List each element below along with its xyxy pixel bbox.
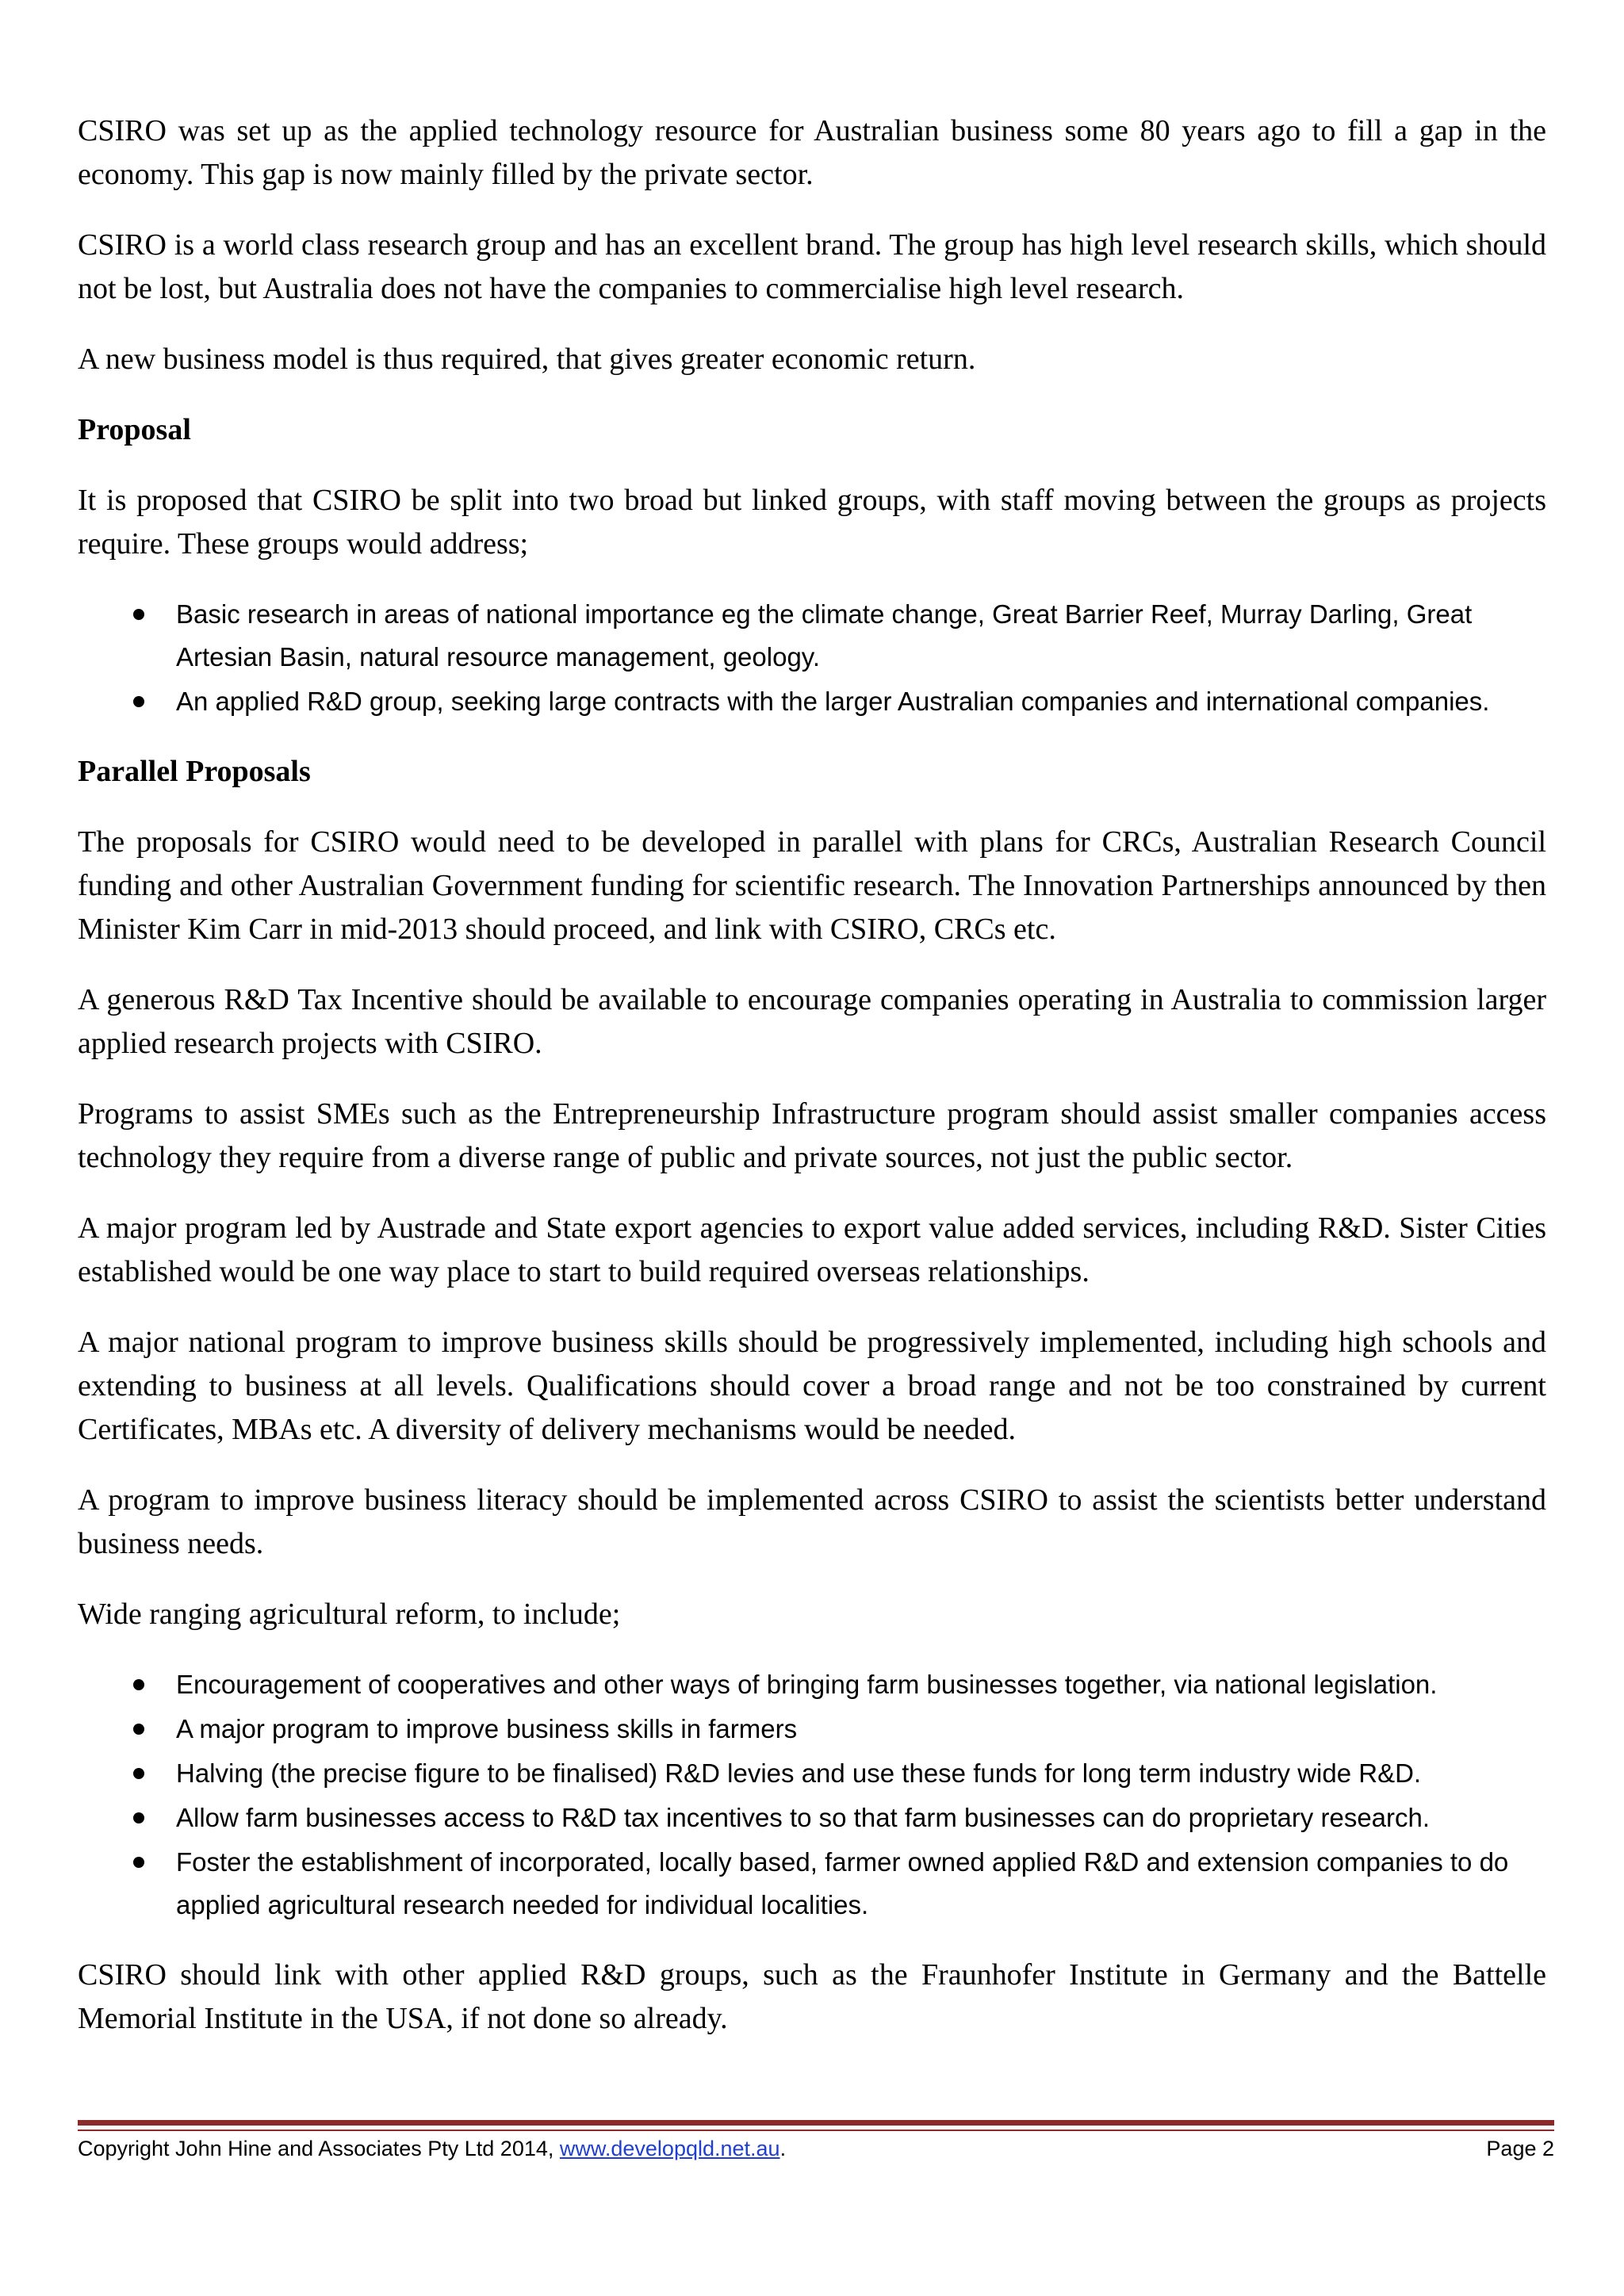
proposal-bullet-list — [78, 593, 1546, 723]
list-item — [176, 1797, 1546, 1839]
page-footer — [78, 2133, 1554, 2164]
paragraph-business-skills: A major national program to improve business skills should be progressively implemented, including high schools and extending to business at all levels. Qualifications should cover a broad range and not be too constrained by current Certificates, MBAs etc. A diversity of delivery mechanisms would be needed. — [78, 1326, 1546, 1446]
paragraph-proposal: It is proposed that CSIRO be split into two broad but linked groups, with staff moving between the groups as projects require. These groups would address; — [78, 484, 1546, 561]
list-item — [176, 680, 1546, 723]
page-number: Page 2 — [1486, 2137, 1554, 2160]
bullet-icon — [133, 609, 144, 620]
list-item-text: Encouragement of cooperatives and other ways of bringing farm businesses together, via national legislation. — [176, 1670, 1438, 1699]
bullet-icon — [133, 1768, 144, 1779]
document-body — [78, 109, 1546, 2068]
website-link[interactable]: www.developqld.net.au — [559, 2137, 780, 2160]
paragraph-csiro-brand: CSIRO is a world class research group and has an excellent brand. The group has high level research skills, which should not be lost, but Australia does not have the companies to commercialise high level research. — [78, 228, 1546, 305]
bullet-icon — [133, 1679, 144, 1690]
paragraph-sme-programs: Programs to assist SMEs such as the Entrepreneurship Infrastructure program should assist smaller companies access technology they require from a diverse range of public and private sources, not just the public sector. — [78, 1097, 1546, 1174]
list-item — [176, 1752, 1546, 1795]
heading-parallel-proposals: Parallel Proposals — [78, 755, 311, 788]
list-item — [176, 1663, 1546, 1706]
paragraph-link-applied-rd: CSIRO should link with other applied R&D groups, such as the Fraunhofer Institute in Germany and the Battelle Memorial Institute in the USA, if not done so already. — [78, 1958, 1546, 2035]
paragraph-new-model: A new business model is thus required, that gives greater economic return. — [78, 342, 976, 376]
footer-divider-thick — [78, 2120, 1554, 2126]
paragraph-business-literacy: A program to improve business literacy should be implemented across CSIRO to assist the scientists better understand business needs. — [78, 1483, 1546, 1560]
bullet-icon — [133, 1857, 144, 1868]
agriculture-bullet-list — [78, 1663, 1546, 1927]
list-item-text: Basic research in areas of national importance eg the climate change, Great Barrier Reef, Murray Darling, Great Artesian Basin, natural resource management, geology. — [176, 599, 1473, 672]
paragraph-csiro-history: CSIRO was set up as the applied technology resource for Australian business some 80 years ago to fill a gap in the economy. This gap is now mainly filled by the private sector. — [78, 114, 1546, 191]
list-item-text: A major program to improve business skills in farmers — [176, 1714, 798, 1743]
bullet-icon — [133, 696, 144, 707]
list-item-text: Foster the establishment of incorporated, locally based, farmer owned applied R&D and extension companies to do applied agricultural research needed for individual localities. — [176, 1847, 1509, 1919]
list-item — [176, 1708, 1546, 1751]
list-item-text: An applied R&D group, seeking large contracts with the larger Australian companies and international companies. — [176, 687, 1490, 716]
footer-copyright — [78, 2133, 786, 2164]
bullet-icon — [133, 1812, 144, 1823]
paragraph-tax-incentive: A generous R&D Tax Incentive should be available to encourage companies operating in Australia to commission larger applied research projects with CSIRO. — [78, 983, 1546, 1060]
footer-period: . — [779, 2137, 787, 2160]
footer-divider-thin — [78, 2130, 1554, 2131]
list-item-text: Halving (the precise figure to be finalised) R&D levies and use these funds for long term industry wide R&D. — [176, 1758, 1422, 1788]
list-item — [176, 593, 1546, 679]
heading-proposal: Proposal — [78, 413, 191, 446]
list-item-text: Allow farm businesses access to R&D tax incentives to so that farm businesses can do proprietary research. — [176, 1803, 1431, 1832]
paragraph-export-program: A major program led by Austrade and State export agencies to export value added services, including R&D. Sister Cities established would be one way place to start to build required overseas relationships. — [78, 1211, 1546, 1288]
paragraph-parallel-plans: The proposals for CSIRO would need to be developed in parallel with plans for CRCs, Australian Research Council funding and other Australian Government funding for scientific research. The Innovation Partnerships announced by then Minister Kim Carr in mid-2013 should proceed, and link with CSIRO, CRCs etc. — [78, 825, 1546, 946]
copyright-text: Copyright John Hine and Associates Pty Ltd 2014, — [78, 2137, 560, 2160]
paragraph-agricultural-reform: Wide ranging agricultural reform, to include; — [78, 1598, 621, 1631]
list-item — [176, 1841, 1546, 1927]
bullet-icon — [133, 1724, 144, 1735]
